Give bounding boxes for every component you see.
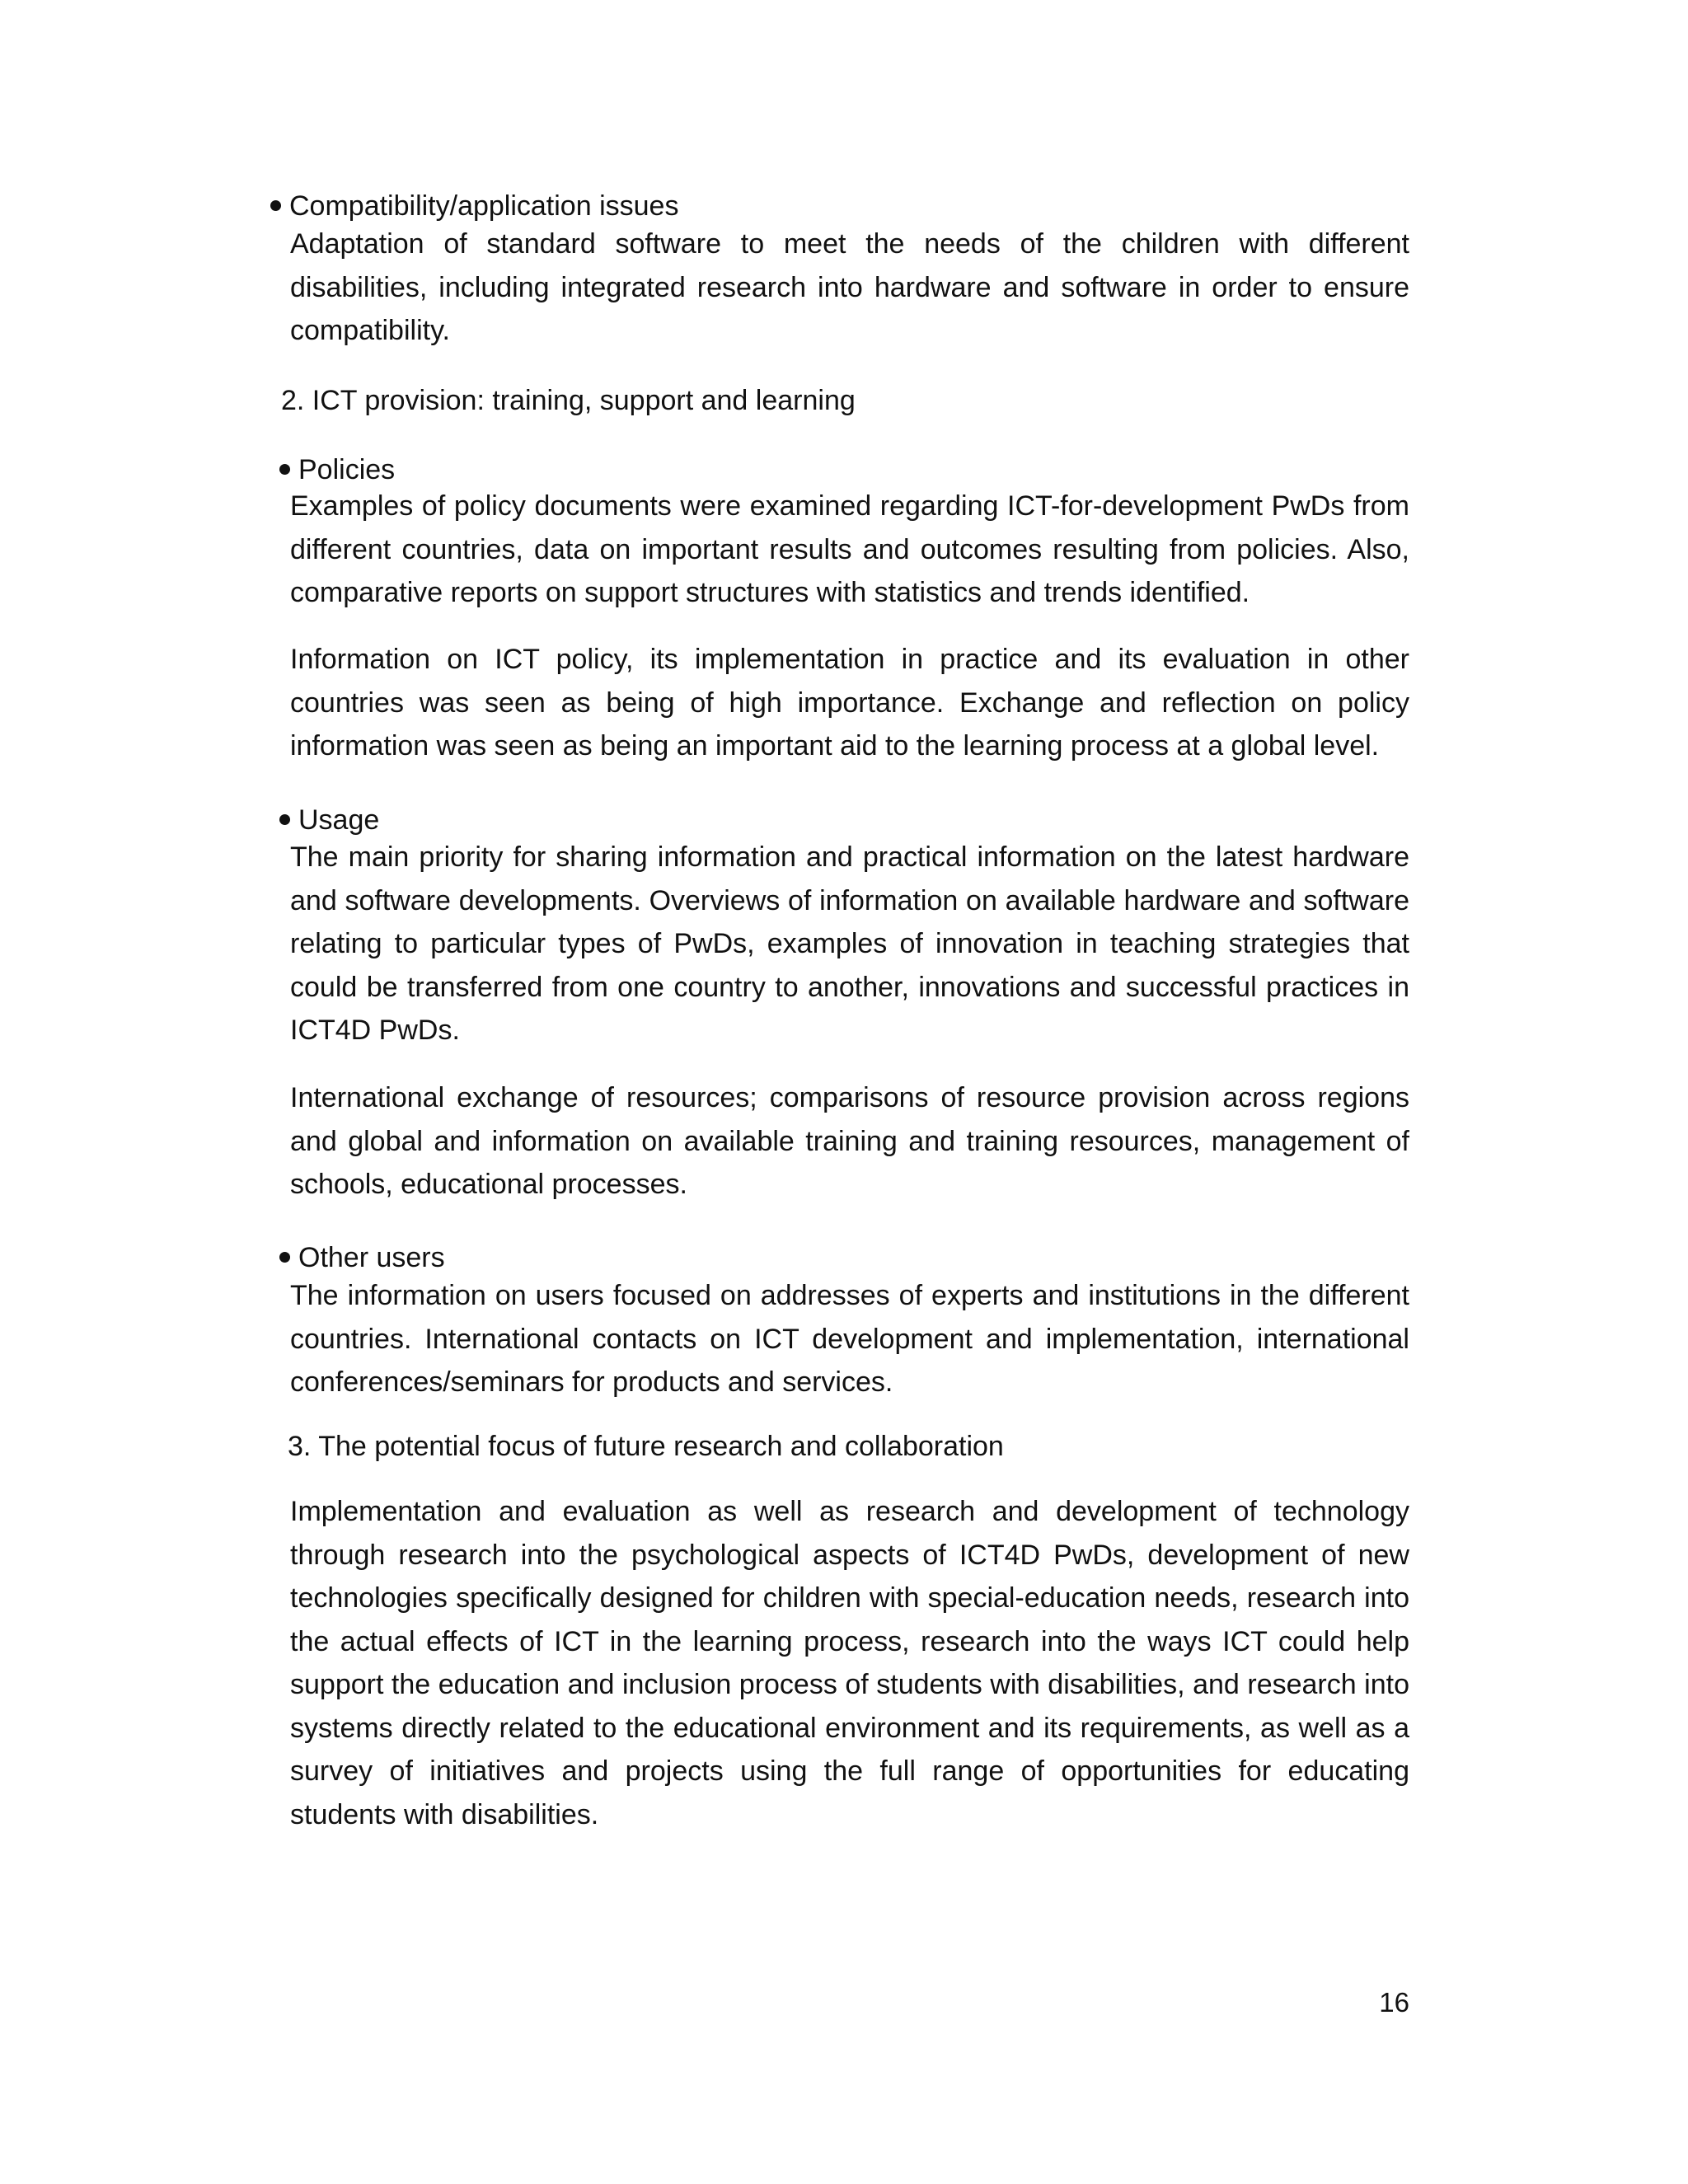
section-heading-future-research: 3. The potential focus of future research and collaboration (288, 1431, 1004, 1462)
bullet-icon (279, 814, 290, 825)
bullet-heading-text: Usage (298, 804, 380, 836)
paragraph-usage-1: The main priority for sharing information and practical information on the latest hardware and software developments. Overviews of information on available hardware and software relating to particular types of PwDs, examples of innovation in teaching strategies that could be transferred from one country to another, innovations and successful practices in ICT4D PwDs. (290, 841, 1409, 1046)
paragraph-usage-2: International exchange of resources; comparisons of resource provision across regions and global and information on available training and training resources, management of schools, educational processes. (290, 1082, 1409, 1200)
bullet-heading-other-users (279, 1236, 445, 1279)
bullet-heading-text: Compatibility/application issues (289, 190, 679, 222)
bullet-icon (279, 464, 290, 475)
bullet-heading-text: Policies (298, 454, 396, 485)
bullet-heading-compatibility (270, 185, 678, 227)
paragraph-policies-2: Information on ICT policy, its implementation in practice and its evaluation in other countries was seen as being of high importance. Exchange and reflection on policy information was seen as being an important aid to the learning process at a global level. (290, 644, 1409, 762)
paragraph-other-users: The information on users focused on addresses of experts and institutions in the different countries. International contacts on ICT development and implementation, international conferences/seminars for products and services. (290, 1280, 1409, 1398)
bullet-icon (270, 200, 281, 211)
page-number: 16 (1379, 1987, 1409, 2018)
paragraph-future-research: Implementation and evaluation as well as research and development of technology through research into the psychological aspects of ICT4D PwDs, development of new technologies specifically designed for children with special-education needs, research into the actual effects of ICT in the learning process, research into the ways ICT could help support the education and inclusion process of students with disabilities, and research into systems directly related to the educational environment and its requirements, as well as a survey of initiatives and projects using the full range of opportunities for educating students with disabilities. (290, 1496, 1409, 1830)
paragraph-compatibility: Adaptation of standard software to meet the needs of the children with different disabilities, including integrated research into hardware and software in order to ensure compatibility. (290, 228, 1409, 346)
section-heading-ict-provision: 2. ICT provision: training, support and learning (281, 385, 856, 416)
bullet-heading-text: Other users (298, 1242, 445, 1273)
bullet-icon (279, 1252, 290, 1263)
paragraph-policies-1: Examples of policy documents were examined regarding ICT-for-development PwDs from different countries, data on important results and outcomes resulting from policies. Also, comparative reports on support structures with statistics and trends identified. (290, 490, 1409, 608)
